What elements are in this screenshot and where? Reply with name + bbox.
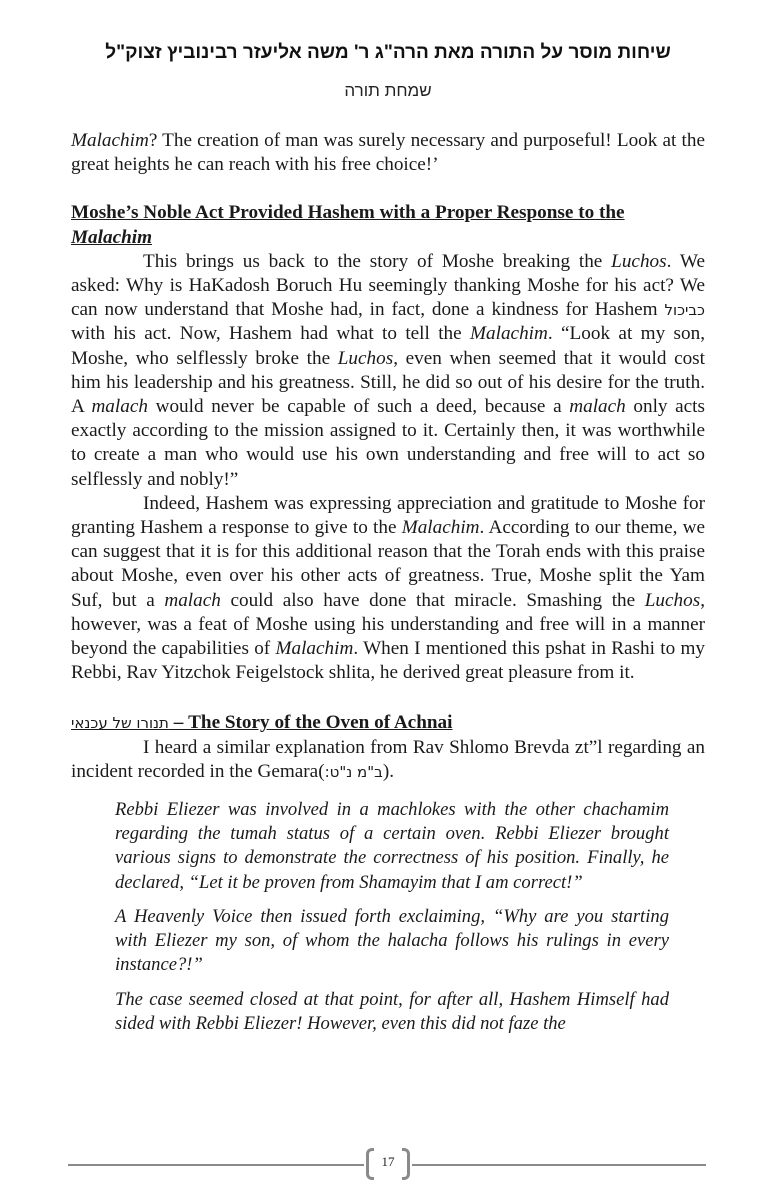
hebrew-term: כביכול: [664, 301, 705, 320]
running-header: [60, 38, 716, 106]
page-number: 17: [381, 1154, 395, 1169]
hebrew-heading: תנורו של עכנאי: [71, 714, 169, 733]
quote-paragraph: Rebbi Eliezer was involved in a machlokes with the other chachamim regarding the tumah status of a certain oven. Rebbi Eliezer brought various signs to demonstrate the correctness of his position. Finally, he declared, “Let it be proven from Shamayim that I am correct!”: [115, 799, 669, 893]
right-bracket-icon: [402, 1148, 410, 1180]
page-body: [71, 129, 705, 1046]
intro-paragraph: Malachim? The creation of man was surely necessary and purposeful! Look at the great heights he can reach with his free choice!’: [71, 130, 705, 176]
quote-paragraph: The case seemed closed at that point, for after all, Hashem Himself had sided with Rebbi Eliezer! However, even this did not faze the: [115, 988, 669, 1034]
page-footer: [68, 1146, 706, 1186]
footer-rule-right: [412, 1164, 706, 1166]
paragraph: Indeed, Hashem was expressing appreciation and gratitude to Moshe for granting Hashem a response to give to the Malachim. According to our theme, we can suggest that it is for this additional reason that the Torah ends with this praise about Moshe, even over his other acts of greatness. True, Moshe split the Yam Suf, but a malach could also have done that miracle. Smashing the Luchos, however, was a feat of Moshe using his understanding and free will in a manner beyond the capabilities of Malachim. When I mentioned this pshat in Rashi to my Rebbi, Rav Yitzchok Feigelstock shlita, he derived great pleasure from it.: [71, 492, 706, 684]
book-title: שיחות מוסר על התורה מאת הרה"ג ר' משה אליעזר רבינוביץ זצוק"ל: [105, 42, 671, 63]
page-number-bracket: [364, 1146, 412, 1184]
italic-term: Malachim: [71, 130, 149, 151]
section-heading-noble-act: Moshe’s Noble Act Provided Hashem with a Proper Response to the Malachim: [71, 202, 625, 248]
paragraph: This brings us back to the story of Moshe breaking the Luchos. We asked: Why is HaKadosh Boruch Hu seemingly thanking Moshe for his act? We can now understand that Moshe had, in fact, done a kindness for Hashem כביכול with his act. Now, Hashem had what to tell the Malachim. “Look at my son, Moshe, who selflessly broke the Luchos, even when seemed that it would cost him his leadership and his greatness. Still, he did so out of his desire for the truth. A malach would never be capable of such a deed, because a malach only acts exactly according to the mission assigned to it. Certainly then, it was worthwhile to create a man who would use his own understanding and free will to act so selflessly and nobly!”: [71, 250, 705, 490]
quote-paragraph: A Heavenly Voice then issued forth exclaiming, “Why are you starting with Eliezer my son, of whom the halacha follows his rulings in every instance?!”: [115, 905, 669, 976]
hebrew-citation: ב"מ נ"ט:: [324, 762, 383, 781]
gemara-quote-block: [115, 798, 669, 1036]
section-heading-oven-of-achnai: תנורו של עכנאי – The Story of the Oven of Achnai: [71, 712, 453, 734]
chapter-title: שמחת תורה: [344, 81, 432, 100]
footer-rule-left: [68, 1164, 364, 1166]
paragraph: I heard a similar explanation from Rav Shlomo Brevda zt”l regarding an incident recorded in the Gemara(ב"מ נ"ט:).: [71, 736, 705, 782]
